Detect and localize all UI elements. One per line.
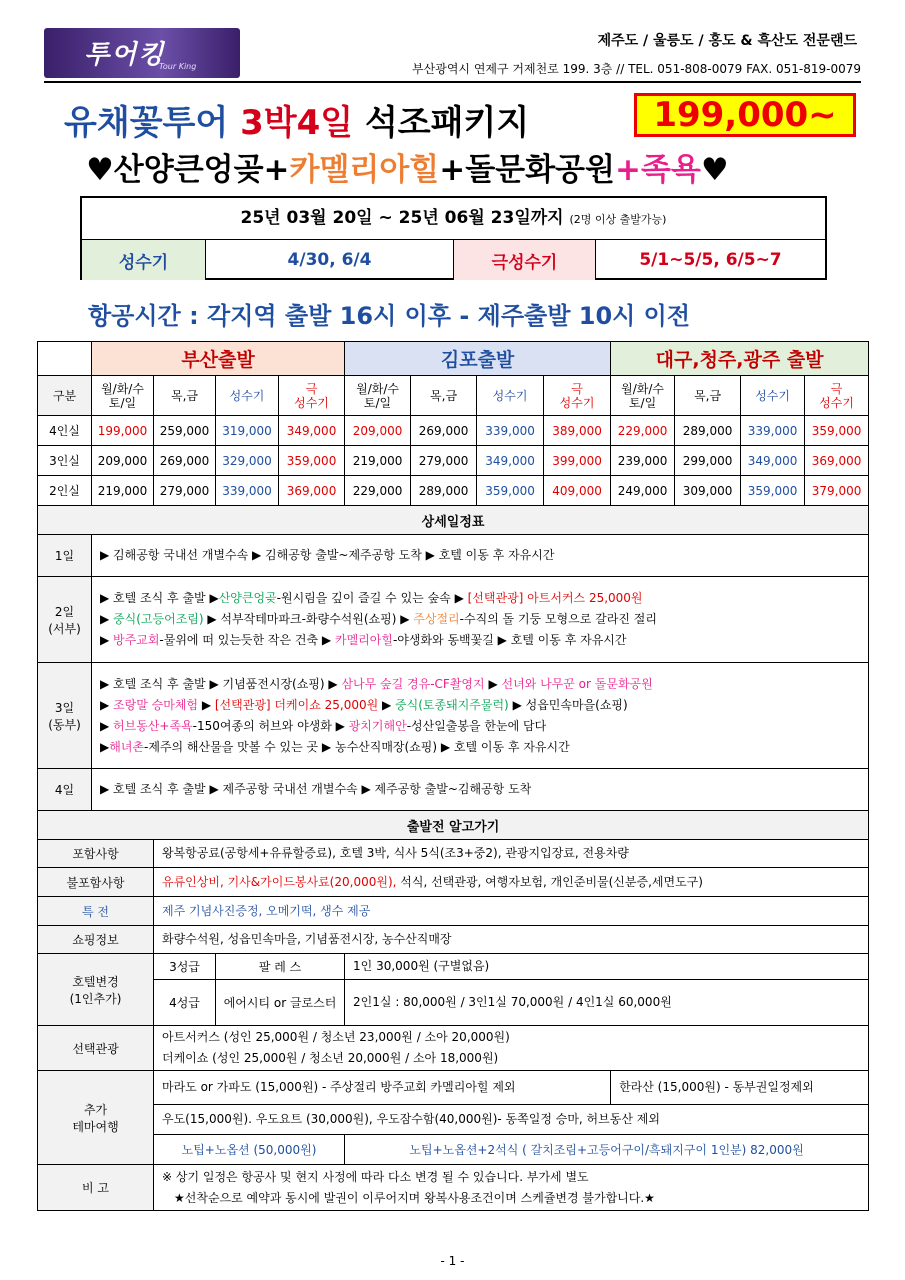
text: ▶ 성읍민속마을(쇼핑) xyxy=(508,697,628,712)
extra-label xyxy=(38,1071,154,1165)
logo-text: 투어킹 xyxy=(84,40,166,70)
room-type: 3인실 xyxy=(38,446,92,476)
special-text: 제주 기념사진증정, 오메기떡, 생수 제공 xyxy=(154,897,869,926)
text: ▶ xyxy=(100,697,114,712)
price-badge: 199,000~ xyxy=(634,93,856,137)
text: ▶ 석부작테마파크-화량수석원(쇼핑) ▶ xyxy=(203,612,414,626)
sub-title-part3: +돌문화공원 xyxy=(439,152,615,188)
price-cell: 319,000 xyxy=(216,416,279,446)
day-label: 1일 xyxy=(38,535,92,577)
price-cell: 269,000 xyxy=(411,416,477,446)
price-cell: 389,000 xyxy=(544,416,611,446)
day-2-schedule xyxy=(92,577,869,663)
place-name: 방주교회 xyxy=(113,633,160,647)
extra-row-3 xyxy=(38,1135,869,1165)
sub-title-part4: +족욕 xyxy=(614,152,701,188)
excluded-row xyxy=(38,868,869,897)
price-cell: 269,000 xyxy=(154,446,216,476)
region-busan: 부산출발 xyxy=(92,342,345,376)
text: -물위에 떠 있는듯한 작은 건축 ▶ xyxy=(159,633,335,647)
col-weekday: 월/화/수 토/일 xyxy=(345,376,411,416)
logo-subtext: Tour King xyxy=(159,62,197,71)
hotel-3star-price: 1인 30,000원 (구별없음) xyxy=(345,954,869,980)
hotel-3star-grade: 3성급 xyxy=(154,954,216,980)
price-cell: 359,000 xyxy=(477,476,544,506)
place-name: 광치기해안 xyxy=(348,718,407,733)
col-super-peak: 극 성수기 xyxy=(544,376,611,416)
price-cell: 239,000 xyxy=(611,446,675,476)
excluded-red: 유류인상비, 기사&가이드봉사료(20,000원), xyxy=(162,874,397,889)
sub-title-part2: 카멜리아힐 xyxy=(289,152,440,188)
optional-2: 더케이쇼 (성인 25,000원 / 청소년 20,000원 / 소아 18,000원) xyxy=(162,1051,499,1065)
price-cell: 409,000 xyxy=(544,476,611,506)
sub-title-part1: 산양큰엉곶+ xyxy=(113,152,290,188)
extra-udo: 우도(15,000원). 우도요트 (30,000원), 우도잠수함(40,000원)- 동쪽일정 승마, 허브동산 제외 xyxy=(154,1105,869,1135)
place-name: 선녀와 나무꾼 or 돌문화공원 xyxy=(501,676,653,691)
price-cell: 329,000 xyxy=(216,446,279,476)
optional-tour: [선택관광] 아트서커스 25,000원 xyxy=(467,591,643,605)
price-cell: 289,000 xyxy=(675,416,741,446)
day-label xyxy=(38,577,92,663)
day-2-label: 2일 xyxy=(54,604,75,619)
flight-time-note: 항공시간 : 각지역 출발 16시 이후 - 제주출발 10시 이전 xyxy=(88,302,691,330)
day-3-line-2 xyxy=(100,695,866,716)
region-gimpo: 김포출발 xyxy=(345,342,611,376)
price-cell: 229,000 xyxy=(345,476,411,506)
day-2-line-1 xyxy=(100,588,866,609)
price-cell: 209,000 xyxy=(92,446,154,476)
shopping-text: 화량수석원, 성읍민속마을, 기념품전시장, 농수산직매장 xyxy=(154,926,869,954)
text: ▶ xyxy=(100,612,114,626)
price-cell: 279,000 xyxy=(411,446,477,476)
col-super-peak: 극 성수기 xyxy=(279,376,345,416)
text: ▶ xyxy=(100,739,110,754)
header-divider xyxy=(44,81,861,83)
company-logo xyxy=(44,28,240,78)
day-label: 4일 xyxy=(38,769,92,811)
hotel-4star-grade: 4성급 xyxy=(154,980,216,1026)
price-row-4 xyxy=(38,416,869,446)
hotel-3star-row xyxy=(38,954,869,980)
col-weekday: 월/화/수 토/일 xyxy=(611,376,675,416)
extra-row-1 xyxy=(38,1071,869,1105)
included-row xyxy=(38,840,869,868)
text: -원시림을 깊이 즐길 수 있는 숲속 ▶ xyxy=(276,591,468,605)
day-label xyxy=(38,663,92,769)
place-name: 카멜리아힐 xyxy=(334,633,393,647)
text: -야생화와 동백꽃길 ▶ 호텔 이동 후 자유시간 xyxy=(392,633,627,647)
price-cell: 359,000 xyxy=(805,416,869,446)
price-cell: 249,000 xyxy=(611,476,675,506)
price-cell: 199,000 xyxy=(92,416,154,446)
price-cell: 379,000 xyxy=(805,476,869,506)
text: ▶ 호텔 조식 후 출발 ▶ xyxy=(100,591,219,605)
price-column-header-row xyxy=(38,376,869,416)
period-seasons xyxy=(82,240,825,280)
tour-table xyxy=(37,341,869,1211)
col-thu-fri: 목,금 xyxy=(411,376,477,416)
price-cell: 289,000 xyxy=(411,476,477,506)
col-label: 구분 xyxy=(38,376,92,416)
price-cell: 369,000 xyxy=(805,446,869,476)
sub-title xyxy=(86,144,846,189)
day-3-line-4 xyxy=(100,737,866,758)
optional-text xyxy=(154,1026,869,1071)
itinerary-day-3 xyxy=(38,663,869,769)
text: ▶ xyxy=(100,633,114,647)
page-number: - 1 - xyxy=(440,1254,465,1268)
text: -제주의 해산물을 맛볼 수 있는 곳 ▶ 농수산직매장(쇼핑) ▶ 호텔 이동 후 자유시간 xyxy=(144,739,570,754)
col-peak: 성수기 xyxy=(216,376,279,416)
extra-label-sub: 테마여행 xyxy=(72,1119,119,1134)
place-name: 산양큰엉곶 xyxy=(218,591,277,605)
price-row-2 xyxy=(38,476,869,506)
price-cell: 339,000 xyxy=(741,416,805,446)
hotel-4star-price: 2인1실 : 80,000원 / 3인1실 70,000원 / 4인1실 60,000원 xyxy=(345,980,869,1026)
hotel-4star-name: 에어시티 or 글로스터 xyxy=(216,980,345,1026)
room-type: 2인실 xyxy=(38,476,92,506)
extra-no-tip-dinner: 노팁+노옵션+2석식 ( 갈치조림+고등어구이/흑돼지구이 1인분) 82,000원 xyxy=(345,1135,869,1165)
itinerary-day-4 xyxy=(38,769,869,811)
hotel-label-sub: (1인추가) xyxy=(69,991,122,1006)
place-name: 허브동산+족욕 xyxy=(113,718,193,733)
period-range xyxy=(82,198,825,240)
text: -성산일출봉을 한눈에 담다 xyxy=(406,718,547,733)
period-note: (2명 이상 출발가능) xyxy=(569,213,667,226)
price-cell: 229,000 xyxy=(611,416,675,446)
remark-2: ★선착순으로 예약과 동시에 발권이 이루어지며 왕복사용조건이며 스케쥴변경 불가합니다.★ xyxy=(174,1190,655,1205)
excluded-text xyxy=(154,868,869,897)
optional-1: 아트서커스 (성인 25,000원 / 청소년 23,000원 / 소아 20,000원) xyxy=(162,1030,510,1044)
extra-no-tip: 노팁+노옵션 (50,000원) xyxy=(154,1135,345,1165)
peak-season-label: 성수기 xyxy=(82,240,206,280)
place-name: 주상절리 xyxy=(413,612,460,626)
itinerary-title: 상세일정표 xyxy=(38,506,869,535)
period-box xyxy=(80,196,827,280)
price-cell: 369,000 xyxy=(279,476,345,506)
optional-label: 선택관광 xyxy=(38,1026,154,1071)
day-3-line-1 xyxy=(100,674,866,695)
price-cell: 309,000 xyxy=(675,476,741,506)
col-peak: 성수기 xyxy=(741,376,805,416)
price-cell: 339,000 xyxy=(216,476,279,506)
room-type: 4인실 xyxy=(38,416,92,446)
col-weekday: 월/화/수 토/일 xyxy=(92,376,154,416)
remark-label: 비 고 xyxy=(38,1165,154,1211)
price-cell: 219,000 xyxy=(92,476,154,506)
excluded-rest: 석식, 선택관광, 여행자보험, 개인준비물(신분증,세면도구) xyxy=(396,874,703,889)
itinerary-header-row xyxy=(38,506,869,535)
title-package: 석조패키지 xyxy=(364,103,530,143)
region-header-spacer xyxy=(38,342,92,376)
company-address: 부산광역시 연제구 거제천로 199. 3층 // TEL. 051-808-0079 FAX. 051-819-0079 xyxy=(412,62,861,76)
optional-tour: [선택관광] 더케이쇼 25,000원 xyxy=(214,697,379,712)
remark-row xyxy=(38,1165,869,1211)
itinerary-day-1 xyxy=(38,535,869,577)
day-2-line-2 xyxy=(100,609,866,630)
hotel-label-text: 호텔변경 xyxy=(72,974,119,989)
place-name: 삼나무 숲길 경유-CF촬영지 xyxy=(341,676,485,691)
notes-title: 출발전 알고가기 xyxy=(38,811,869,840)
text: -수직의 돌 기둥 모형으로 갈라진 절리 xyxy=(459,612,657,626)
heart-icon: ♥ xyxy=(700,152,729,188)
region-daegu: 대구,청주,광주 출발 xyxy=(611,342,869,376)
notes-header-row xyxy=(38,811,869,840)
title-duration: 3박4일 xyxy=(240,103,354,143)
place-name: 해녀촌 xyxy=(109,739,145,754)
col-thu-fri: 목,금 xyxy=(675,376,741,416)
excluded-label: 불포함사항 xyxy=(38,868,154,897)
region-header-row xyxy=(38,342,869,376)
peak-season-dates: 4/30, 6/4 xyxy=(206,240,454,280)
remark-text xyxy=(154,1165,869,1211)
extra-label-text: 추가 xyxy=(83,1102,108,1117)
price-cell: 349,000 xyxy=(279,416,345,446)
day-3-schedule xyxy=(92,663,869,769)
heart-icon: ♥ xyxy=(86,152,114,188)
text: ▶ xyxy=(378,697,396,712)
price-cell: 349,000 xyxy=(741,446,805,476)
price-row-3 xyxy=(38,446,869,476)
optional-tour-row xyxy=(38,1026,869,1071)
price-cell: 349,000 xyxy=(477,446,544,476)
col-thu-fri: 목,금 xyxy=(154,376,216,416)
extra-hallasan: 한라산 (15,000원) - 동부권일정제외 xyxy=(611,1071,869,1105)
price-cell: 359,000 xyxy=(741,476,805,506)
day-3-line-3 xyxy=(100,716,866,737)
shopping-row xyxy=(38,926,869,954)
price-cell: 209,000 xyxy=(345,416,411,446)
text: ▶ xyxy=(100,718,114,733)
text: ▶ xyxy=(484,676,502,691)
title-tour-name: 유채꽃투어 xyxy=(64,103,229,143)
day-4-schedule: ▶ 호텔 조식 후 출발 ▶ 제주공항 국내선 개별수속 ▶ 제주공항 출발~김해공항 도착 xyxy=(92,769,869,811)
day-2-line-3 xyxy=(100,630,866,651)
day-3-label: 3일 xyxy=(54,700,75,715)
meal: 중식(토종돼지주물럭) xyxy=(395,697,509,712)
extra-marado: 마라도 or 가파도 (15,000원) - 주상절리 방주교회 카멜리아힐 제외 xyxy=(154,1071,611,1105)
super-peak-label: 극성수기 xyxy=(454,240,596,280)
hotel-3star-name: 팔 레 스 xyxy=(216,954,345,980)
col-peak: 성수기 xyxy=(477,376,544,416)
price-cell: 359,000 xyxy=(279,446,345,476)
activity: 조랑말 승마체험 xyxy=(113,697,199,712)
special-label: 특 전 xyxy=(38,897,154,926)
text: ▶ xyxy=(198,697,215,712)
hotel-label xyxy=(38,954,154,1026)
day-2-region: (서부) xyxy=(48,621,81,636)
period-range-text: 25년 03월 20일 ~ 25년 06월 23일까지 xyxy=(240,208,564,228)
meal: 중식(고등어조림) xyxy=(113,612,204,626)
price-cell: 399,000 xyxy=(544,446,611,476)
price-cell: 339,000 xyxy=(477,416,544,446)
text: ▶ 호텔 조식 후 출발 ▶ 기념품전시장(쇼핑) ▶ xyxy=(100,676,342,691)
company-tagline: 제주도 / 울릉도 / 홍도 & 흑산도 전문랜드 xyxy=(597,33,857,49)
super-peak-dates: 5/1~5/5, 6/5~7 xyxy=(639,250,782,270)
price-cell: 279,000 xyxy=(154,476,216,506)
text: -150여종의 허브와 야생화 ▶ xyxy=(192,718,349,733)
remark-1: ※ 상기 일정은 항공사 및 현지 사정에 따라 다소 변경 될 수 있습니다. 부가세 별도 xyxy=(162,1169,589,1184)
col-super-peak: 극 성수기 xyxy=(805,376,869,416)
price-cell: 259,000 xyxy=(154,416,216,446)
itinerary-day-2 xyxy=(38,577,869,663)
shopping-label: 쇼핑정보 xyxy=(38,926,154,954)
extra-row-2 xyxy=(38,1105,869,1135)
day-3-region: (동부) xyxy=(48,717,81,732)
included-text: 왕복항공료(공항세+유류할증료), 호텔 3박, 식사 5식(조3+중2), 관광지입장료, 전용차량 xyxy=(154,840,869,868)
special-row xyxy=(38,897,869,926)
price-cell: 219,000 xyxy=(345,446,411,476)
hotel-4star-row xyxy=(38,980,869,1026)
price-cell: 299,000 xyxy=(675,446,741,476)
day-1-schedule: ▶ 김해공항 국내선 개별수속 ▶ 김해공항 출발~제주공항 도착 ▶ 호텔 이동 후 자유시간 xyxy=(92,535,869,577)
included-label: 포함사항 xyxy=(38,840,154,868)
